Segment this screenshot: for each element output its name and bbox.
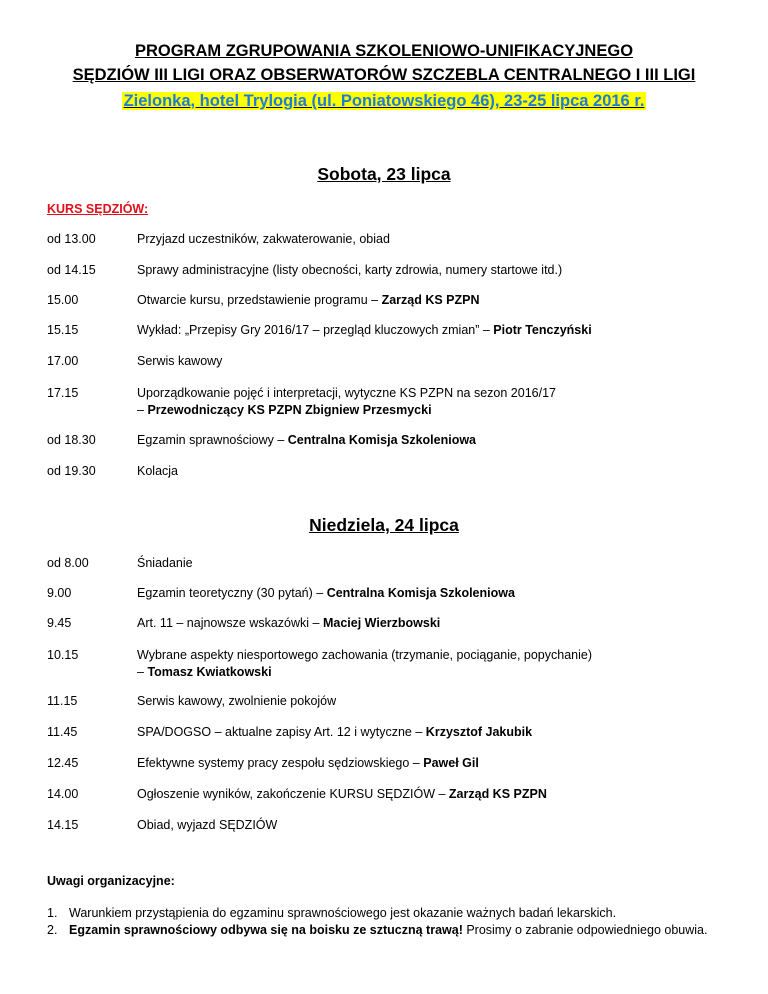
schedule-desc: Serwis kawowy, zwolnienie pokojów [137,694,337,708]
schedule-time: 12.45 [47,756,79,770]
schedule-desc: Otwarcie kursu, przedstawienie programu – Zarząd KS PZPN [137,293,480,307]
schedule-desc: Śniadanie [137,556,193,570]
location-highlight: Zielonka, hotel Trylogia (ul. Poniatowskiego 46), 23-25 lipca 2016 r. [123,92,645,110]
schedule-time: 11.15 [47,694,78,708]
schedule-time: 14.15 [47,818,79,832]
schedule-desc: Serwis kawowy [137,354,223,368]
schedule-time: 10.15 [47,648,79,662]
schedule-desc: Przyjazd uczestników, zakwaterowanie, obiad [137,232,390,246]
schedule-time: 15.15 [47,323,79,337]
schedule-time: 9.00 [47,586,72,600]
schedule-desc: Wykład: „Przepisy Gry 2016/17 – przegląd kluczowych zmian” – Piotr Tenczyński [137,323,592,337]
schedule-desc: Obiad, wyjazd SĘDZIÓW [137,818,278,832]
schedule-time: 11.45 [47,725,78,739]
kurs-sedziow-label: KURS SĘDZIÓW: [47,202,149,216]
schedule-time: 17.15 [47,386,79,400]
program-title-line-2: SĘDZIÓW III LIGI ORAZ OBSERWATORÓW SZCZEBLA CENTRALNEGO I III LIGI [72,66,696,84]
schedule-desc: Kolacja [137,464,178,478]
schedule-desc: Efektywne systemy pracy zespołu sędziowskiego – Paweł Gil [137,756,479,770]
schedule-desc: Wybrane aspekty niesportowego zachowania (trzymanie, pociąganie, popychanie) – Tomasz Kwiatkowski [137,648,593,679]
schedule-desc: Uporządkowanie pojęć i interpretacji, wytyczne KS PZPN na sezon 2016/17 – Przewodniczący KS PZPN Zbigniew Przesmycki [137,386,556,417]
day1-title: Sobota, 23 lipca [317,164,451,184]
schedule-time: od 19.30 [47,464,96,478]
program-location-dates [0,92,768,111]
schedule-time: od 13.00 [47,232,96,246]
schedule-time: od 8.00 [47,556,89,570]
notes-title: Uwagi organizacyjne: [47,874,175,888]
day2-title: Niedziela, 24 lipca [309,515,459,535]
schedule-desc: Egzamin teoretyczny (30 pytań) – Centralna Komisja Szkoleniowa [137,586,515,600]
schedule-desc: Sprawy administracyjne (listy obecności, karty zdrowia, numery startowe itd.) [137,263,563,277]
note-item: 1. Warunkiem przystąpienia do egzaminu sprawnościowego jest okazanie ważnych badań lekarskich. [47,906,617,920]
schedule-time: od 14.15 [47,263,96,277]
schedule-desc: Ogłoszenie wyników, zakończenie KURSU SĘDZIÓW – Zarząd KS PZPN [137,787,547,801]
schedule-desc: Art. 11 – najnowsze wskazówki – Maciej Wierzbowski [137,616,441,630]
program-title-line-1: PROGRAM ZGRUPOWANIA SZKOLENIOWO-UNIFIKACYJNEGO [134,42,634,60]
schedule-time: 9.45 [47,616,72,630]
note-item: 2. Egzamin sprawnościowy odbywa się na boisku ze sztuczną trawą! Prosimy o zabranie odpowiedniego obuwia. [47,923,708,937]
schedule-time: od 18.30 [47,433,96,447]
schedule-desc: SPA/DOGSO – aktualne zapisy Art. 12 i wytyczne – Krzysztof Jakubik [137,725,533,739]
schedule-time: 15.00 [47,293,79,307]
schedule-time: 17.00 [47,354,79,368]
schedule-time: 14.00 [47,787,79,801]
schedule-desc: Egzamin sprawnościowy – Centralna Komisja Szkoleniowa [137,433,477,447]
